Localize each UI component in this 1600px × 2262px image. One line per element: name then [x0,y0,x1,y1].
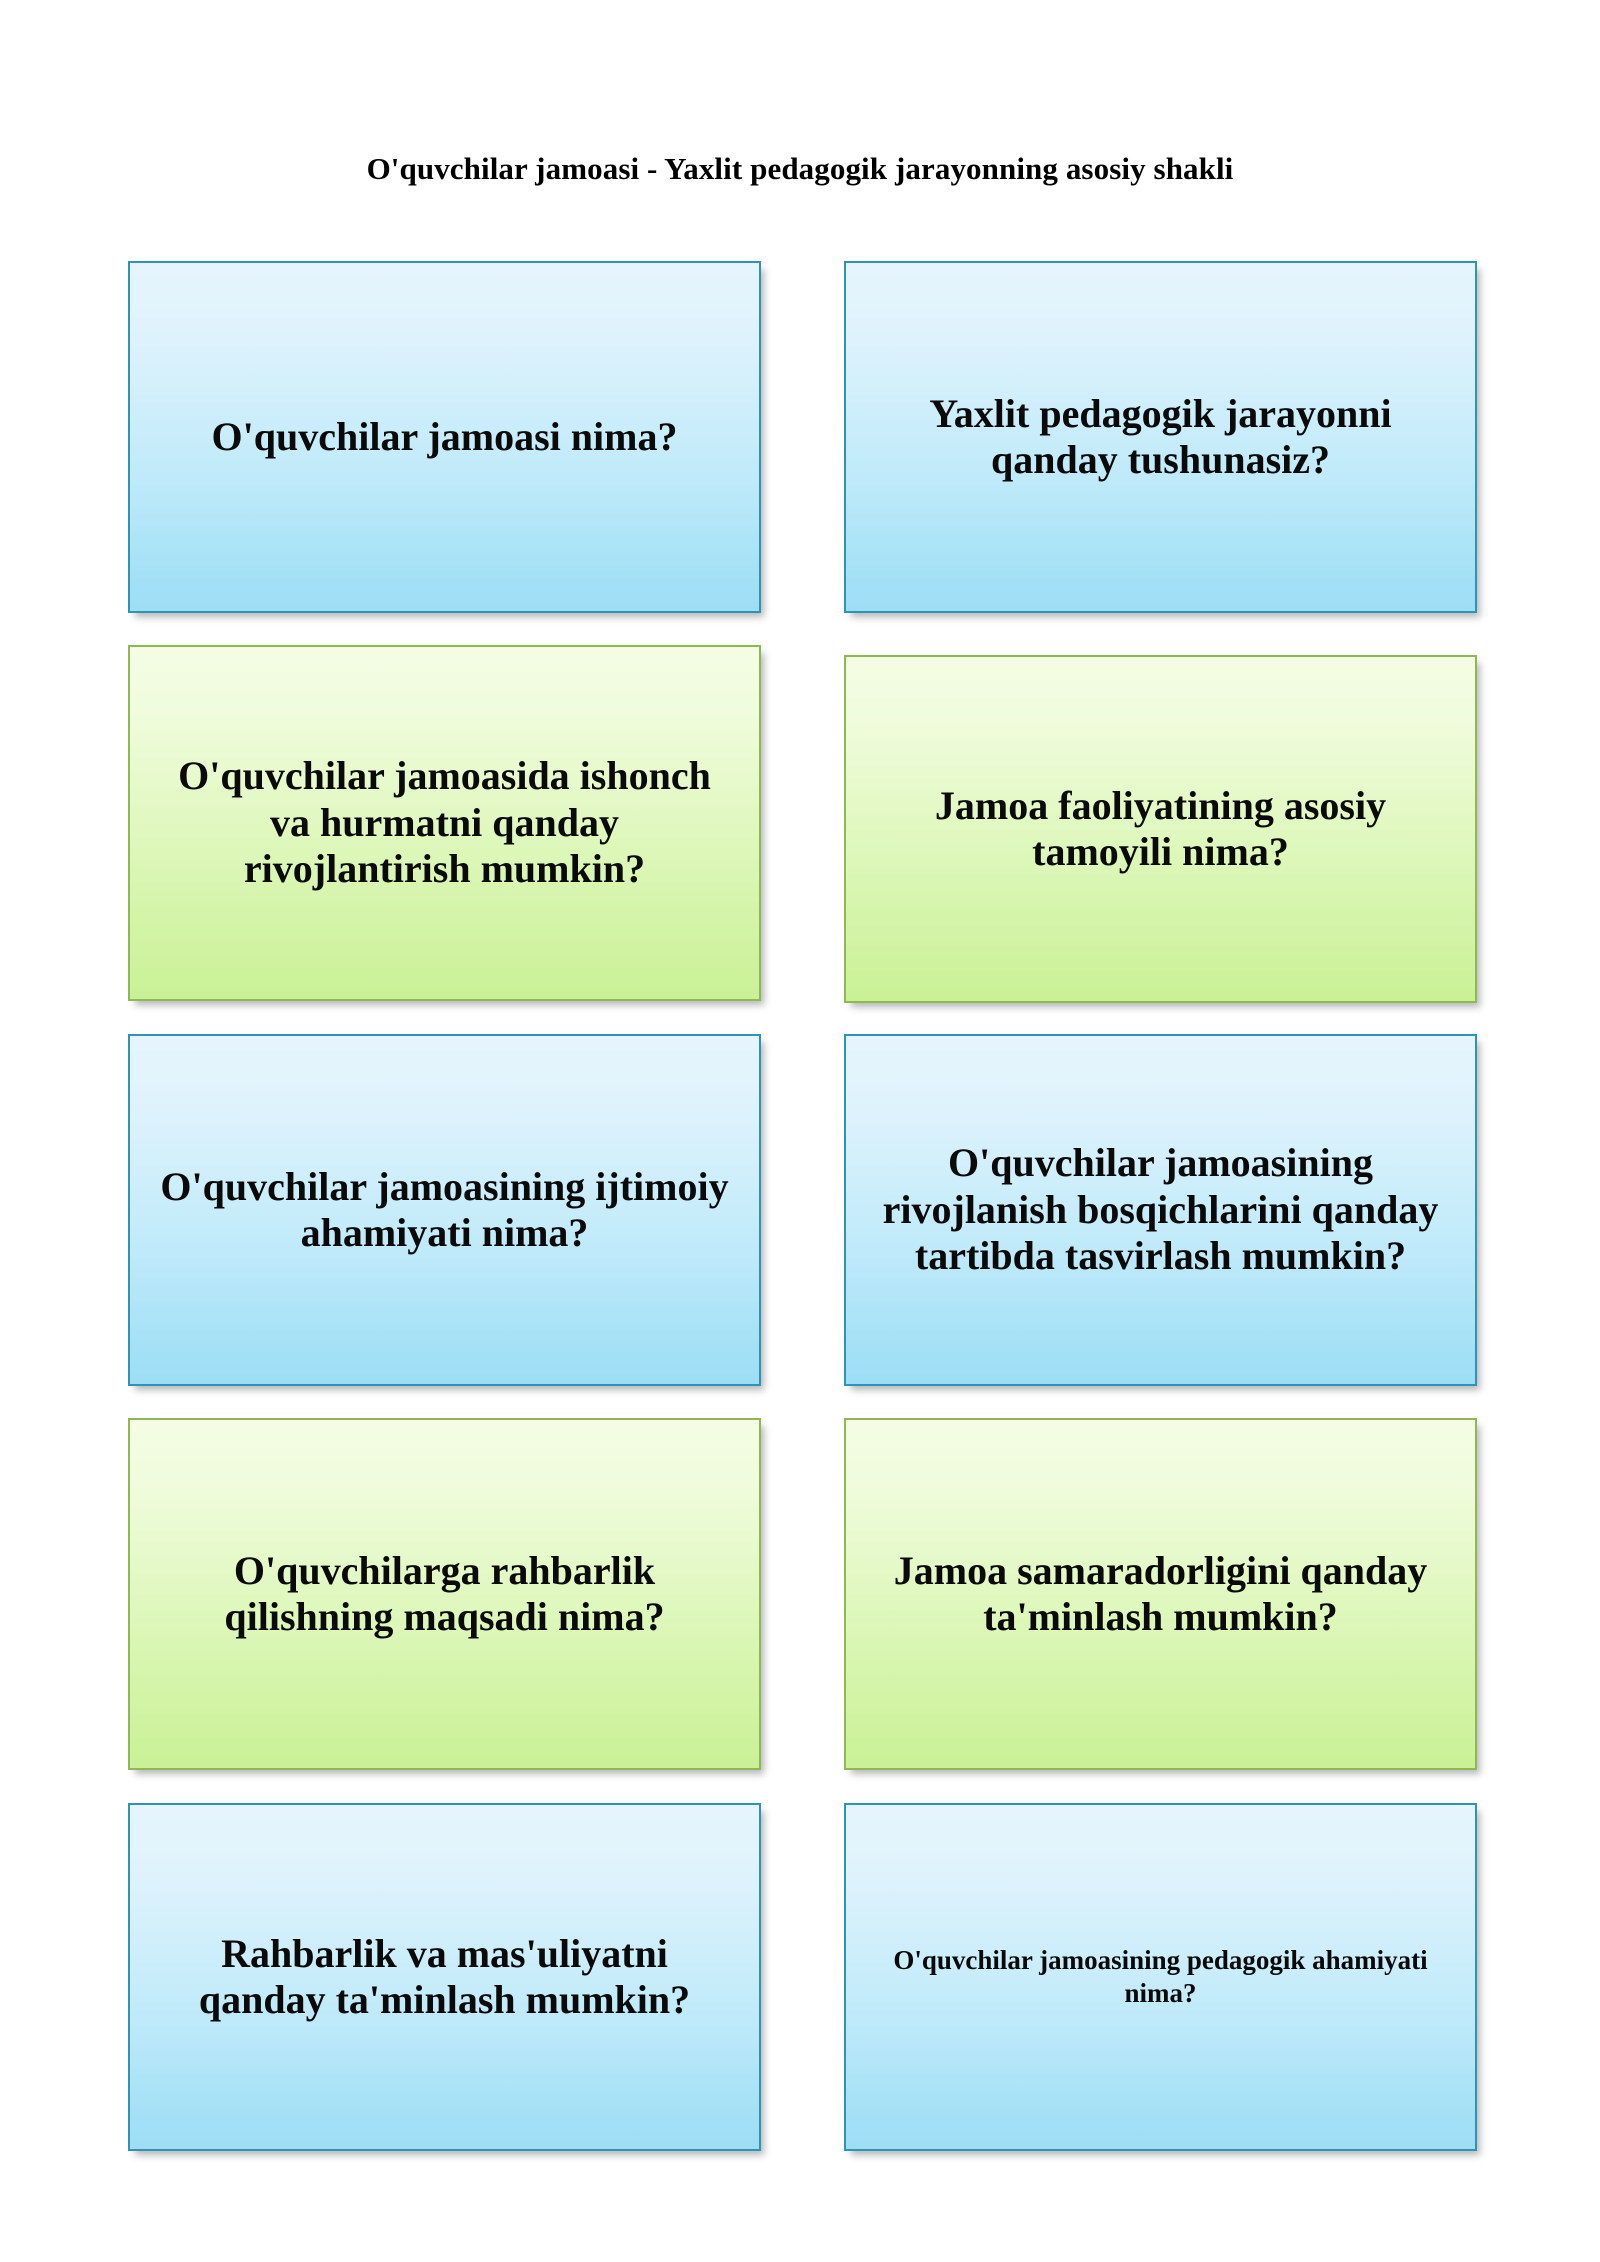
question-card-4-text: Jamoa faoliyatining asosiy tamoyili nima? [934,782,1387,874]
question-card-6-text: O'quvchilar jamoasining rivojlanish bosqichlarini qanday tartibda tasvirlash mumkin? [882,1140,1439,1279]
question-card-8[interactable] [844,1418,1477,1770]
question-card-4[interactable] [844,655,1477,1003]
question-card-9-text: Rahbarlik va mas'uliyatni qanday ta'minlash mumkin? [198,1930,691,2022]
card-row-3 [128,1034,1477,1386]
question-card-6[interactable] [844,1034,1477,1386]
card-row-1 [128,261,1477,613]
question-card-5[interactable] [128,1034,761,1386]
card-row-5 [128,1803,1477,2151]
question-card-10-text: O'quvchilar jamoasining pedagogik ahamiyati nima? [893,1945,1428,2008]
card-row-2 [128,645,1477,1003]
question-card-7[interactable] [128,1418,761,1770]
page-title: O'quvchilar jamoasi - Yaxlit pedagogik jarayonning asosiy shakli [366,151,1234,186]
question-card-9[interactable] [128,1803,761,2151]
question-card-10[interactable] [844,1803,1477,2151]
question-card-grid [128,261,1477,2151]
question-card-2[interactable] [844,261,1477,613]
question-card-3-text: O'quvchilar jamoasida ishonch va hurmatni qanday rivojlantirish mumkin? [178,753,711,892]
question-card-7-text: O'quvchilarga rahbarlik qilishning maqsadi nima? [224,1547,665,1639]
card-row-4 [128,1418,1477,1770]
question-card-1[interactable] [128,261,761,613]
question-card-2-text: Yaxlit pedagogik jarayonni qanday tushunasiz? [929,390,1392,482]
question-card-8-text: Jamoa samaradorligini qanday ta'minlash mumkin? [893,1547,1428,1639]
question-card-1-text: O'quvchilar jamoasi nima? [211,413,678,459]
question-card-5-text: O'quvchilar jamoasining ijtimoiy ahamiyati nima? [160,1163,729,1255]
question-card-3[interactable] [128,645,761,1001]
